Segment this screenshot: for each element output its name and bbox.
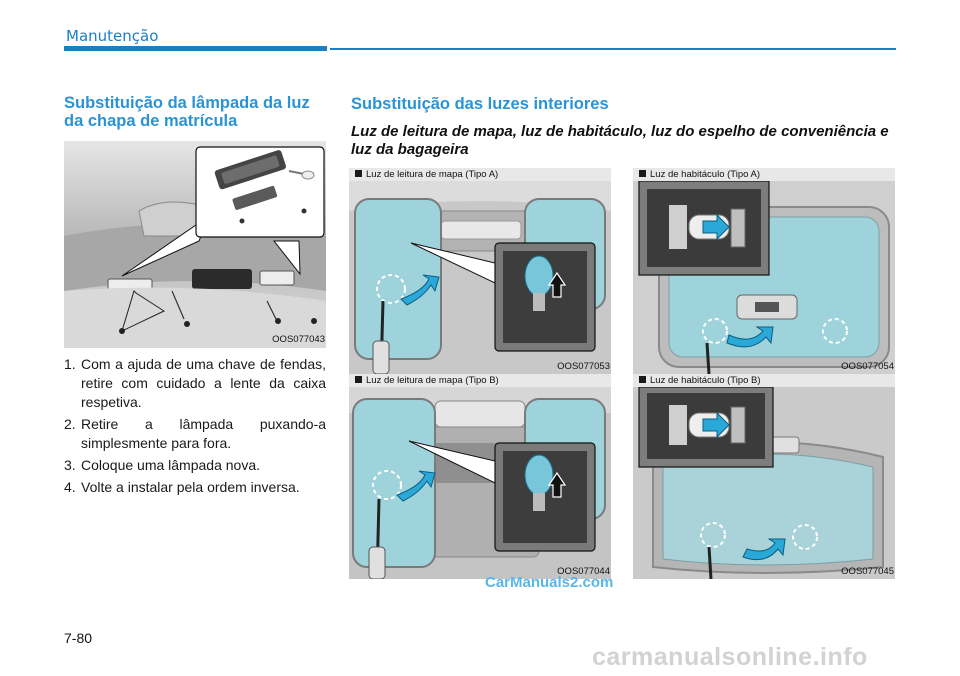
section-header: Manutenção [66, 27, 159, 45]
caption-map-light-b [349, 374, 611, 387]
step-number: 4. [64, 479, 76, 495]
cabin-light-a-photo [633, 181, 895, 374]
photo-code: OOS077053 [557, 361, 610, 372]
step-number: 2. [64, 416, 76, 432]
map-light-b-photo [349, 387, 611, 579]
photo-code: OOS077044 [557, 566, 610, 577]
caption-map-light-a [349, 168, 611, 181]
step-2 [64, 415, 326, 453]
caption-text: Luz de habitáculo (Tipo B) [650, 375, 761, 386]
square-bullet-icon [355, 376, 362, 383]
square-bullet-icon [639, 376, 646, 383]
license-plate-lamp-photo [64, 141, 326, 348]
step-text: Com a ajuda de uma chave de fendas, retire com cuidado a lente da caixa respetiva. [81, 356, 326, 410]
caption-cabin-light-b [633, 374, 895, 387]
watermark: CarManuals2.com [485, 574, 614, 591]
square-bullet-icon [355, 170, 362, 177]
footer-watermark: carmanualsonline.info [592, 643, 868, 671]
step-text: Volte a instalar pela ordem inversa. [81, 479, 300, 495]
map-light-a-photo [349, 181, 611, 374]
license-plate-lamp-title: Substituição da lâmpada da luz da chapa de matrícula [64, 94, 310, 130]
interior-lights-title: Substituição das luzes interiores [351, 95, 609, 113]
steps-list [64, 355, 326, 500]
step-text: Coloque uma lâmpada nova. [81, 457, 261, 473]
caption-text: Luz de leitura de mapa (Tipo A) [366, 169, 499, 180]
step-number: 1. [64, 356, 76, 372]
photo-code: OOS077054 [841, 361, 894, 372]
photo-code: OOS077045 [841, 566, 894, 577]
step-1 [64, 355, 326, 412]
photo-code: OOS077043 [272, 334, 325, 345]
caption-cabin-light-a [633, 168, 895, 181]
caption-text: Luz de leitura de mapa (Tipo B) [366, 375, 499, 386]
interior-lights-subtitle: Luz de leitura de mapa, luz de habitáculo, luz do espelho de conveniência e luz da bagageira [351, 123, 889, 158]
cabin-light-b-photo [633, 387, 895, 579]
step-text: Retire a lâmpada puxando-a simplesmente para fora. [81, 416, 326, 451]
header-bar-thick [64, 46, 327, 51]
square-bullet-icon [639, 170, 646, 177]
header-bar-thin [330, 48, 896, 50]
step-4 [64, 478, 326, 497]
page-number: 7-80 [64, 630, 93, 646]
caption-text: Luz de habitáculo (Tipo A) [650, 169, 761, 180]
step-3 [64, 456, 326, 475]
step-number: 3. [64, 457, 76, 473]
